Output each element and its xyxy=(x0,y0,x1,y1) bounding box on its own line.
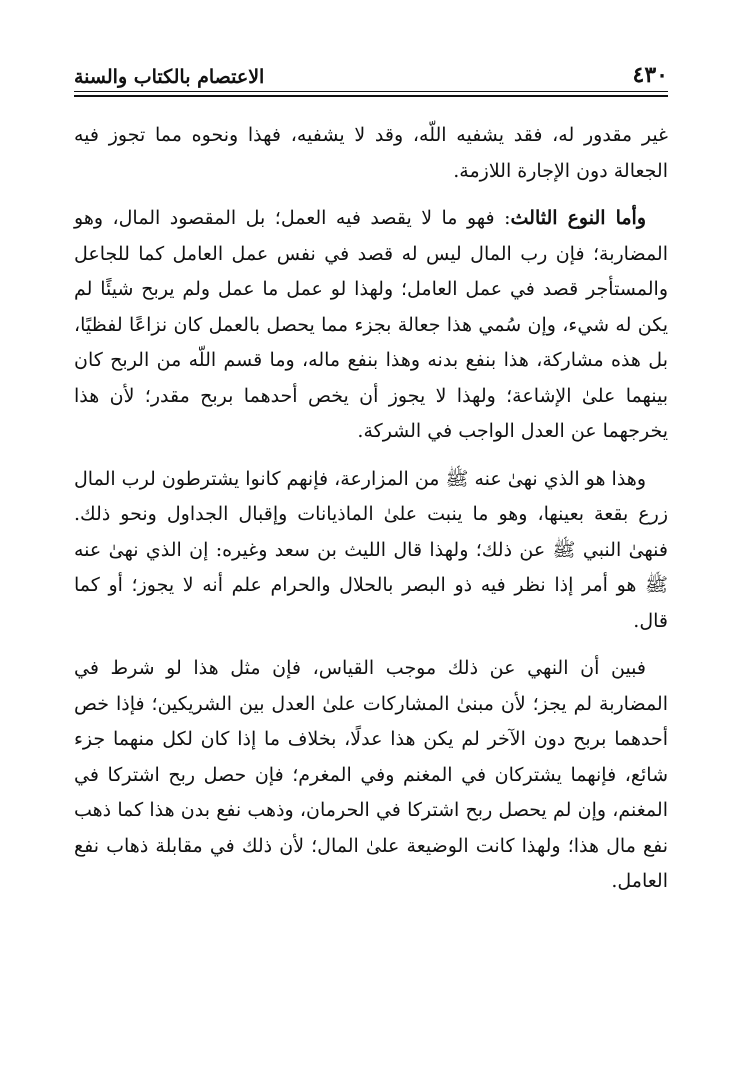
page-header xyxy=(74,54,668,88)
body-text xyxy=(74,118,668,912)
page-number: ٤٣٠ xyxy=(632,62,668,88)
header-rule-thick xyxy=(74,95,668,97)
paragraph-2 xyxy=(74,201,668,450)
running-title: الاعتصام بالكتاب والسنة xyxy=(74,66,265,88)
paragraph-lead: وأما النوع الثالث xyxy=(510,207,647,229)
paragraph-3 xyxy=(74,462,668,640)
header-rule-thin xyxy=(74,91,668,92)
paragraph-text: غير مقدور له، فقد يشفيه اللّه، وقد لا يشفيه، فهذا ونحوه مما تجوز فيه الجعالة دون الإجارة اللازمة. xyxy=(74,124,668,182)
paragraph-4 xyxy=(74,651,668,900)
paragraph-1 xyxy=(74,118,668,189)
paragraph-text: فبين أن النهي عن ذلك موجب القياس، فإن مثل هذا لو شرط في المضاربة لم يجز؛ لأن مبنىٰ المشاركات علىٰ العدل بين الشريكين؛ فإذا خص أحدهما بربح دون الآخر لم يكن هذا عدلًا، بخلاف ما إذا كان لكل منهما جزء شائع، فإنهما يشتركان في المغنم وفي المغرم؛ فإن حصل ربح اشتركا في المغنم، وإن لم يحصل ربح اشتركا في الحرمان، وذهب نفع بدن هذا كما ذهب نفع مال هذا؛ ولهذا كانت الوضيعة علىٰ المال؛ لأن ذلك في مقابلة ذهاب نفع العامل. xyxy=(74,657,668,892)
paragraph-text: وهذا هو الذي نهىٰ عنه ﷺ من المزارعة، فإنهم كانوا يشترطون لرب المال زرع بقعة بعينها، وهو ما ينبت علىٰ الماذيانات وإقبال الجداول ونحو ذلك. فنهىٰ النبي ﷺ عن ذلك؛ ولهذا قال الليث بن سعد وغيره: إن الذي نهىٰ عنه ﷺ هو أمر إذا نظر فيه ذو البصر بالحلال والحرام علم أنه لا يجوز؛ أو كما قال. xyxy=(74,467,668,632)
paragraph-text: : فهو ما لا يقصد فيه العمل؛ بل المقصود المال، وهو المضاربة؛ فإن رب المال ليس له قصد في نفس عمل العامل كما للجاعل والمستأجر قصد في عمل العامل؛ ولهذا لو عمل ما عمل ولم يربح شيئًا لم يكن له شيء، وإن سُمي هذا جعالة بجزء مما يحصل بالعمل كان نزاعًا لفظيًا، بل هذه مشاركة، هذا بنفع بدنه وهذا بنفع ماله، وما قسم اللّه من الربح كان بينهما علىٰ الإشاعة؛ ولهذا لا يجوز أن يخص أحدهما بربح مقدر؛ لأن هذا يخرجهما عن العدل الواجب في الشركة. xyxy=(74,207,668,442)
